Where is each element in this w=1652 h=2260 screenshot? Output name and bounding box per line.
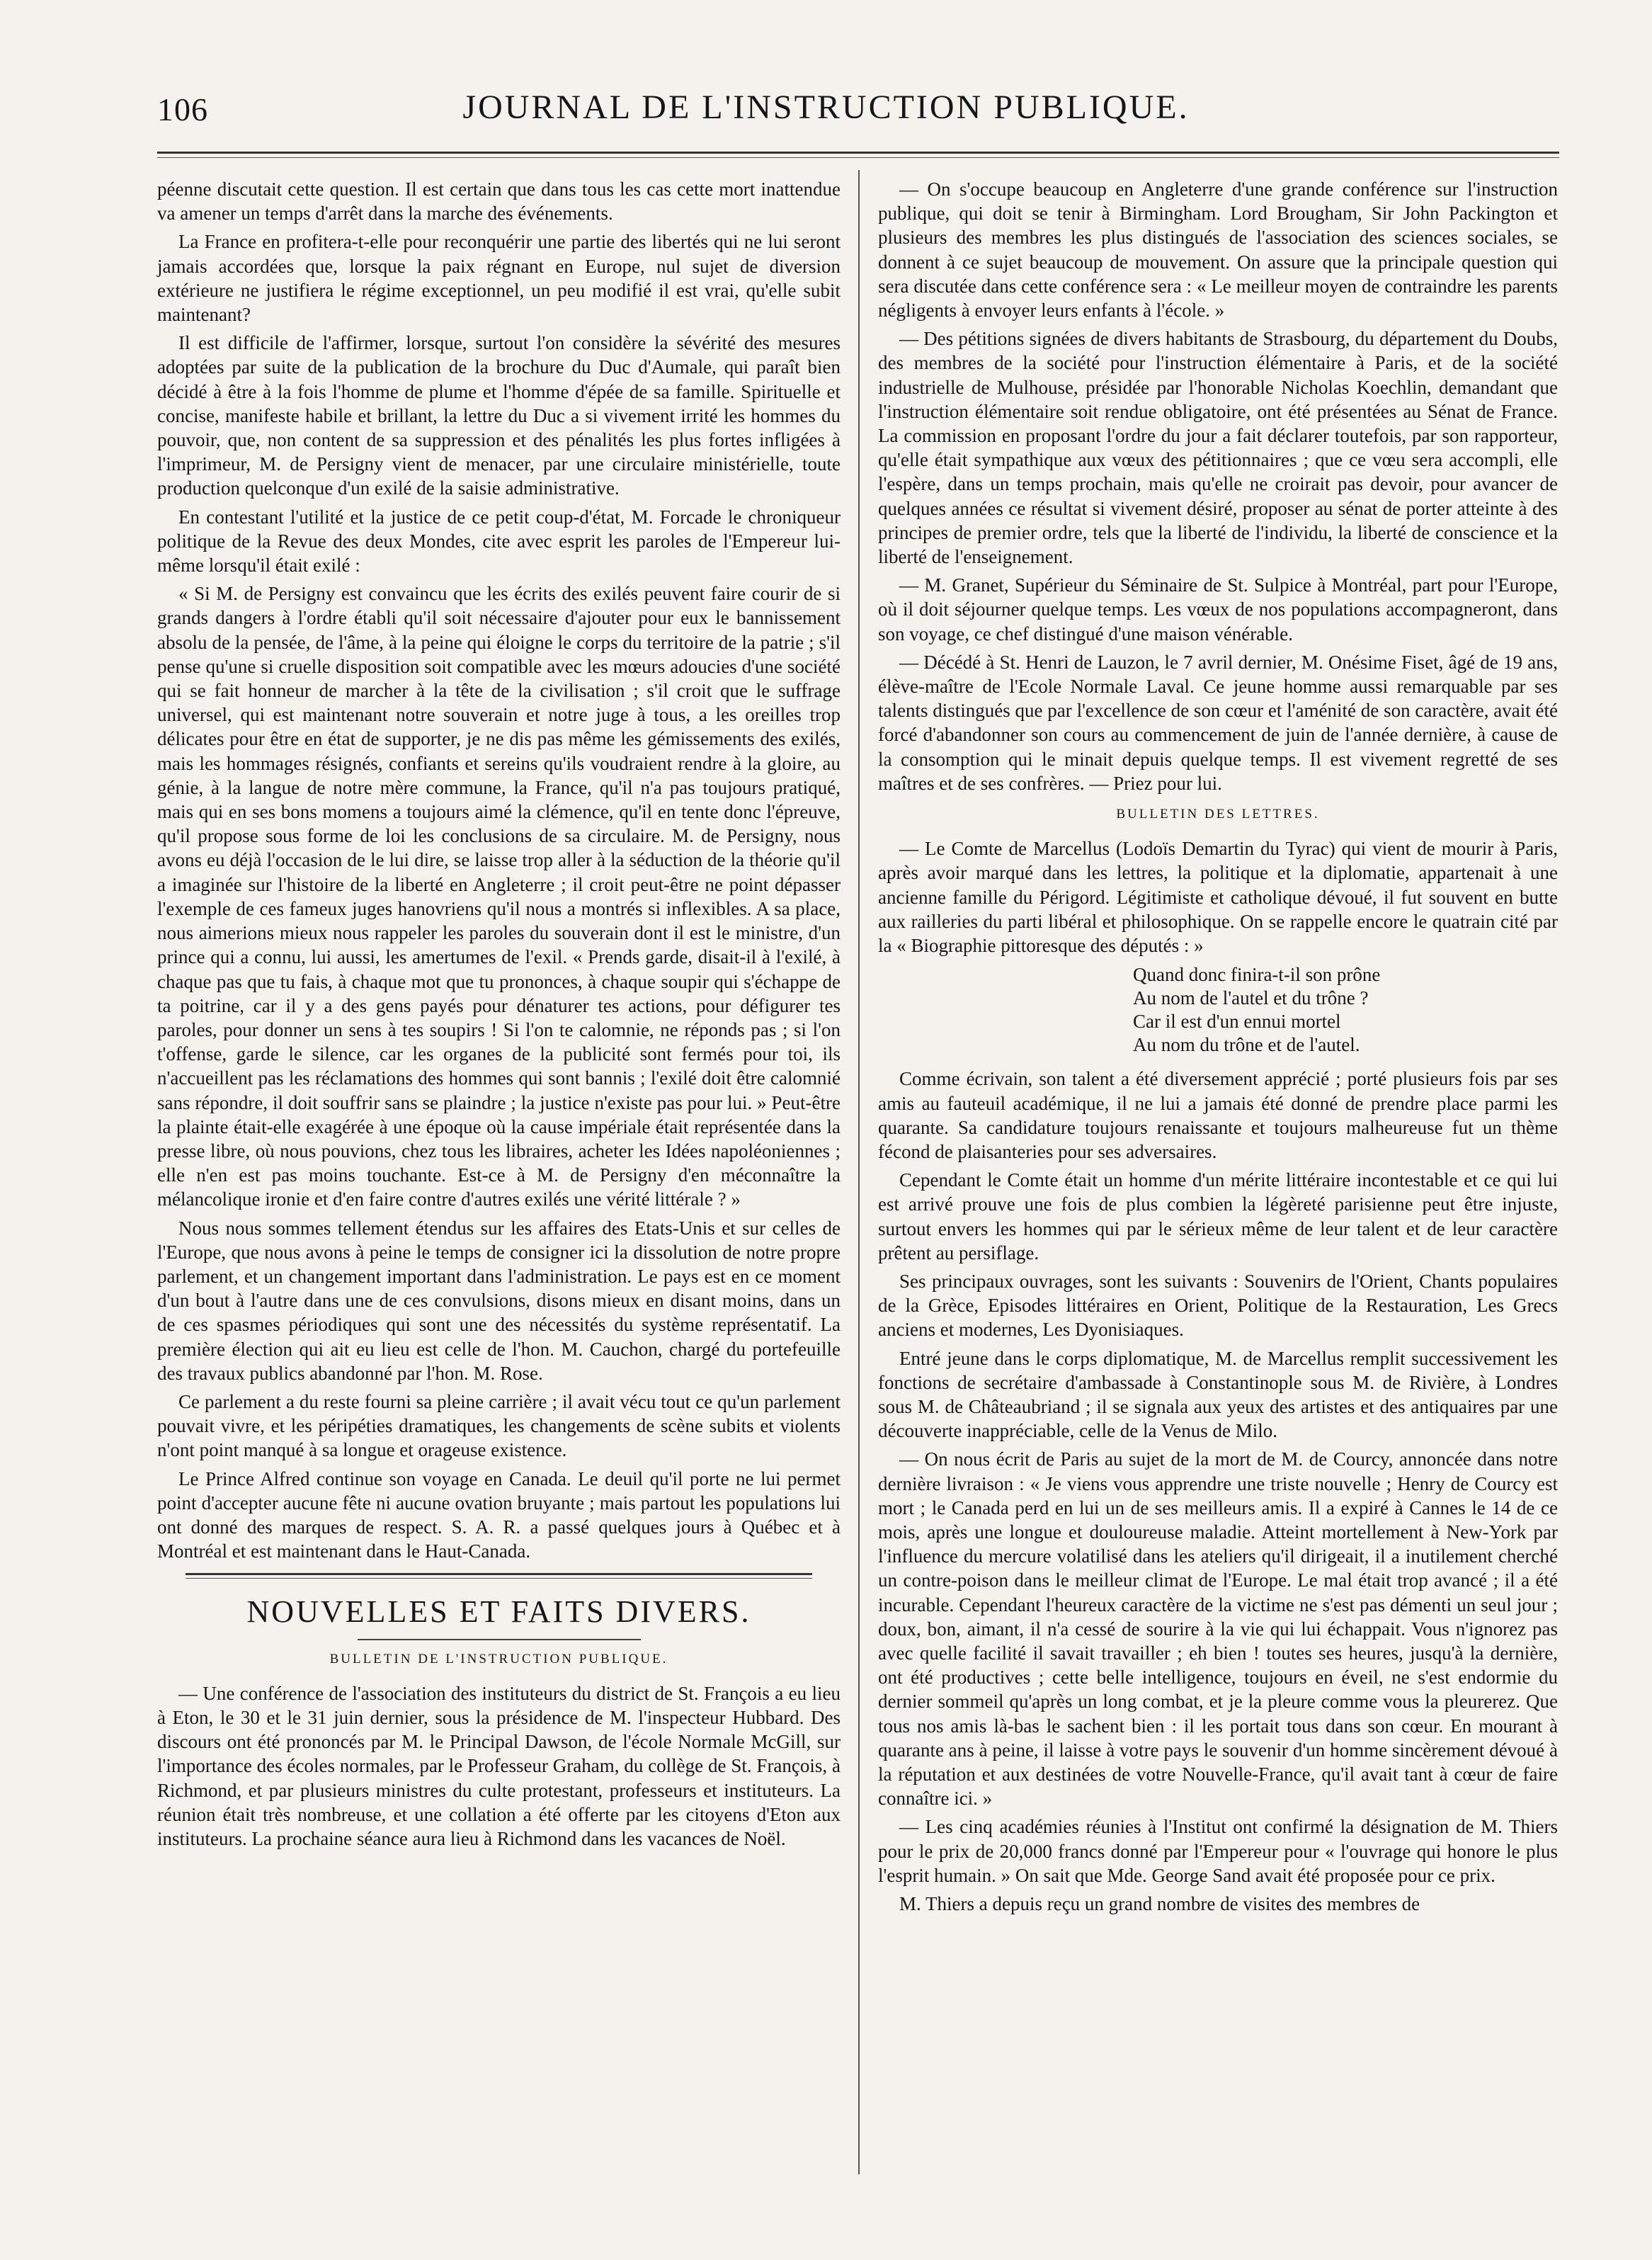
bulletin-title: BULLETIN DE L'INSTRUCTION PUBLIQUE. — [329, 1651, 668, 1666]
bulletin-title: BULLETIN DES LETTRES. — [1116, 807, 1320, 822]
paragraph: Nous nous sommes tellement étendus sur les affaires des Etats-Unis et sur celles de l'Europe, que nous avons à peine le temps de consigner ici la dissolution de notre propre parlement, et un changement important dans l'administration. Le pays est en ce moment d'un bout à l'autre dans une de ces convulsions, disons mieux en disant moins, dans un de ces spasmes périodiques qui sont une des nécessités du système représentatif. La première élection qui ait eu lieu est celle de l'hon. M. Cauchon, chargé du portefeuille des travaux publics abandonné par l'hon. M. Rose. — [157, 1217, 841, 1384]
running-head: JOURNAL DE L'INSTRUCTION PUBLIQUE. — [462, 89, 1190, 126]
header-rule — [157, 152, 1559, 154]
paragraph: Entré jeune dans le corps diplomatique, M. de Marcellus remplit successivement les fonctions de secrétaire d'ambassade à Constantinople sous M. de Rivière, à Londres sous M. de Châteaubriand ; il se signala aux yeux des artistes et des antiquaires par une découverte inappréciable, celle de la Venus de Milo. — [878, 1347, 1558, 1442]
paragraph: Ce parlement a du reste fourni sa pleine carrière ; il avait vécu tout ce qu'un parlement pouvait vivre, et les péripéties dramatiques, les changements de scène subits et violents n'ont point manqué à sa longue et orageuse existence. — [157, 1390, 841, 1461]
poem-line: Au nom de l'autel et du trône ? — [1133, 987, 1369, 1009]
news-item: — M. Granet, Supérieur du Séminaire de St. Sulpice à Montréal, part pour l'Europe, où il doit séjourner quelque temps. Les vœux de nos populations accompagneront, dans son voyage, ce chef distingué d'une maison vénérable. — [878, 574, 1558, 645]
paragraph: Le Prince Alfred continue son voyage en Canada. Le deuil qu'il porte ne lui permet point d'accepter aucune fête ni aucune ovation bruyante ; mais partout les populations lui ont donné des marques de respect. S. A. R. a passé quelques jours à Québec et à Montréal et est maintenant dans le Haut-Canada. — [157, 1467, 841, 1562]
poem-line: Au nom du trône et de l'autel. — [1133, 1034, 1360, 1056]
paragraph: Cependant le Comte était un homme d'un mérite littéraire incontestable et ce qui lui est arrivé prouve une fois de plus combien la légèreté parisienne peut être injuste, surtout envers les hommes qui par le sérieux même de leur talent et de leur caractère prêtent au persiflage. — [878, 1169, 1558, 1264]
paragraph: Il est difficile de l'affirmer, lorsque, surtout l'on considère la sévérité des mesures adoptées par suite de la publication de la brochure du Duc d'Aumale, qui paraît bien décidé à être à la fois l'homme de plume et l'homme d'épée de sa famille. Spirituelle et concise, manifeste habile et brillant, la lettre du Duc a si vivement irrité les hommes du pouvoir, que, non content de sa suppression et des pénalités les plus fortes infligées à l'imprimeur, M. de Persigny vient de menacer, par une circulaire ministérielle, toute production quelconque d'un exilé de la saisie administrative. — [157, 332, 841, 499]
paragraph: M. Thiers a depuis reçu un grand nombre de visites des membres de — [899, 1893, 1420, 1914]
left-column — [157, 177, 841, 1855]
news-item: — On nous écrit de Paris au sujet de la mort de M. de Courcy, annoncée dans notre dernière livraison : « Je viens vous apprendre une triste nouvelle ; Henry de Courcy est mort ; le Canada perd en lui un de ses meilleurs amis. Il a expiré à Cannes le 14 de ce mois, après une longue et douloureuse maladie. Atteint mortellement à New-York par l'influence du mercure volatilisé dans les ateliers qu'il dirigeait, il a inutilement cherché un contre-poison dans le meilleur climat de l'Europe. Le mal était trop avancé ; il a été incurable. Cependant l'heureux caractère de la victime ne s'est pas démenti un seul jour ; doux, bon, aimant, il n'a cessé de sourire à la vie qui lui échappait. Vous n'ignorez pas avec quelle facilité il savait travailler ; eh bien ! toutes ses heures, jusqu'à la dernière, ont été productives ; cette belle intelligence, toujours en éveil, ne s'est endormie du dernier sommeil qu'après un long combat, et je la pleure comme vous la pleurerez. Que tous nos amis là-bas le sachent bien : il les portait tous dans son cœur. En mourant à quarante ans à peine, il laisse à votre pays le souvenir d'un homme sincèrement dévoué à la réputation et aux destinées de votre Nouvelle-France, qu'il avait tant à cœur de faire connaître ici. » — [878, 1448, 1558, 1810]
news-item: — Décédé à St. Henri de Lauzon, le 7 avril dernier, M. Onésime Fiset, âgé de 19 ans, élève-maître de l'Ecole Normale Laval. Ce jeune homme aussi remarquable par ses talents distingués que par l'excellence de son cœur et l'aménité de son caractère, avait été forcé d'abandonner son cours au commencement de juin de l'année dernière, à cause de la consomption qui le minait depuis quelque temps. Il est vivement regretté de ses maîtres et de ses confrères. — Priez pour lui. — [878, 651, 1558, 794]
section-title: NOUVELLES ET FAITS DIVERS. — [246, 1594, 751, 1630]
section-rule — [186, 1573, 812, 1575]
quotation-paragraph: « Si M. de Persigny est convaincu que les écrits des exilés peuvent faire courir de si grands dangers à l'ordre établi qu'il soit nécessaire d'ajouter pour eux le bannissement absolu de la pensée, de l'âme, à la peine qui éloigne le corps du territoire de la patrie ; s'il pense qu'une si cruelle disposition soit compatible avec les mœurs adoucies d'une société qui se fait honneur de marcher à la tête de la civilisation ; s'il croit que le suffrage universel, qui est maintenant notre souverain et notre juge à tous, a les oreilles trop délicates pour être en état de supporter, je ne dis pas même les gémissements des exilés, mais les hommages résignés, confiants et sereins qu'ils voudraient rendre à la gloire, au génie, à la langue de notre mère commune, la France, qu'il n'a pas toujours pratiqué, mais qui en ses bons momens a toujours aimé la clémence, qu'il en tente donc l'épreuve, qu'il propose sous forme de loi les conclusions de sa circulaire. M. de Persigny, nous avons eu déjà l'occasion de le lui dire, se laisse trop aller à la séduction de la théorie qu'il a imaginée sur l'histoire de la liberté en Angleterre ; il croit peut-être ne point dépasser l'exemple de ces fameux juges hanovriens qu'il nous a montrés si inflexibles. A sa place, nous aimerions mieux nous rappeler les paroles du souverain dont il est le ministre, d'un prince qui a connu, lui aussi, les amertumes de l'exil. « Prends garde, disait-il à l'exilé, à chaque pas que tu fais, à chaque mot que tu prononces, à chaque soupir qui s'échappe de ta poitrine, car il y a des gens payés pour dénaturer tes actions, pour défigurer tes paroles, pour donner un sens à tes soupirs ! Si l'on te calomnie, ne réponds pas ; si l'on t'offense, garde le silence, car les organes de la publicité sont fermés pour toi, ils n'accueillent pas les réclamations des hommes qui sont bannis ; l'exilé doit être calomnié sans répondre, il doit souffrir sans se plaindre ; la justice n'existe pas pour lui. » Peut-être la plainte était-elle exagérée à une époque où la cause impériale était représentée dans la presse libre, où nous pouvions, chez tous les libraires, acheter les Idées napoléoniennes ; elle n'en est pas moins touchante. Est-ce à M. de Persigny d'en méconnaître la mélancolique ironie et d'en faire contre d'autres exilés une vérité littérale ? » — [157, 583, 841, 1210]
header-rule-thin — [157, 157, 1559, 158]
column-divider — [858, 170, 860, 2174]
quatrain — [1133, 963, 1558, 1057]
paragraph: Ses principaux ouvrages, sont les suivants : Souvenirs de l'Orient, Chants populaires de la Grèce, Episodes littéraires en Orient, Politique de la Restauration, Les Grecs anciens et modernes, Les Dyonisiaques. — [878, 1270, 1558, 1341]
news-item: — On s'occupe beaucoup en Angleterre d'une grande conférence sur l'instruction publique, qui doit se tenir à Birmingham. Lord Brougham, Sir John Packington et plusieurs des membres les plus distingués de l'association des sciences sociales, se donnent à ce sujet beaucoup de mouvement. On assure que la principale question qui sera discutée dans cette conférence sera : « Le meilleur moyen de contraindre les parents négligents à envoyer leurs enfants à l'école. » — [878, 178, 1558, 322]
poem-line: Quand donc finira-t-il son prône — [1133, 964, 1381, 986]
paragraph: La France en profitera-t-elle pour reconquérir une partie des libertés qui ne lui seront jamais accordées que, lorsque la paix régnant en Europe, nul sujet de diversion extérieure ne justifiera le régime exceptionnel, un peu modifié il est vrai, qu'elle subit maintenant? — [157, 231, 841, 326]
poem-line: Car il est d'un ennui mortel — [1133, 1011, 1341, 1033]
news-item: — Une conférence de l'association des instituteurs du district de St. François a eu lieu à Eton, le 30 et le 31 juin dernier, sous la présidence de M. l'inspecteur Hubbard. Des discours ont été prononcés par M. le Principal Dawson, de l'école Normale McGill, sur l'importance des écoles normales, par le Professeur Graham, du collège de St. François, à Richmond, et par plusieurs ministres du culte protestant, professeurs et instituteurs. La réunion était très nombreuse, et une collation a été offerte par les citoyens d'Eton aux instituteurs. La prochaine séance aura lieu à Richmond dans les vacances de Noël. — [157, 1682, 841, 1849]
right-column — [878, 177, 1558, 1920]
news-item: — Le Comte de Marcellus (Lodoïs Demartin du Tyrac) qui vient de mourir à Paris, après avoir marqué dans les lettres, la politique et la diplomatie, appartenait à une ancienne famille du Périgord. Légitimiste et catholique dévoué, il fut souvent en butte aux railleries du parti libéral et philosophique. On se rappelle encore le quatrain cité par la « Biographie pittoresque des députés : » — [878, 838, 1558, 957]
news-item: — Des pétitions signées de divers habitants de Strasbourg, du département du Doubs, des membres de la société pour l'instruction élémentaire à Paris, et de la société industrielle de Mulhouse, présidée par l'honorable Nicholas Koechlin, demandant que l'instruction élémentaire soit rendue obligatoire, ont été présentées au Sénat de France. La commission en proposant l'ordre du jour a fait déclarer toutefois, par son rapporteur, qu'elle était sympathique aux vœux des pétitionnaires ; que ce vœu sera accompli, elle l'espère, dans un temps prochain, mais qu'elle ne croirait pas devoir, pour avancer de quelques années ce résultat si vivement désiré, proposer au sénat de porter atteinte à des principes de premier ordre, tels que la liberté de l'individu, la liberté de conscience et la liberté de l'enseignement. — [878, 328, 1558, 568]
paragraph: Comme écrivain, son talent a été diversement apprécié ; porté plusieurs fois par ses amis au fauteuil académique, il ne lui a jamais été donné de prendre place parmi les quarante. Sa candidature toujours renaissante et toujours malheureuse fut un thème fécond de plaisanteries pour ses adversaires. — [878, 1068, 1558, 1162]
page-number: 106 — [157, 91, 208, 127]
section-rule-thin — [186, 1578, 812, 1579]
news-item: — Les cinq académies réunies à l'Institut ont confirmé la désignation de M. Thiers pour le prix de 20,000 francs donné par l'Empereur pour « l'ouvrage qui honore le plus l'esprit humain. » On sait que Mde. George Sand avait été proposée pour ce prix. — [878, 1816, 1558, 1886]
section-subrule — [358, 1639, 641, 1640]
paragraph: péenne discutait cette question. Il est certain que dans tous les cas cette mort inattendue va amener un temps d'arrêt dans la marche des événements. — [157, 178, 841, 225]
paragraph: En contestant l'utilité et la justice de ce petit coup-d'état, M. Forcade le chroniqueur politique de la Revue des deux Mondes, cite avec esprit les paroles de l'Empereur lui-même lorsqu'il était exilé : — [157, 506, 841, 577]
